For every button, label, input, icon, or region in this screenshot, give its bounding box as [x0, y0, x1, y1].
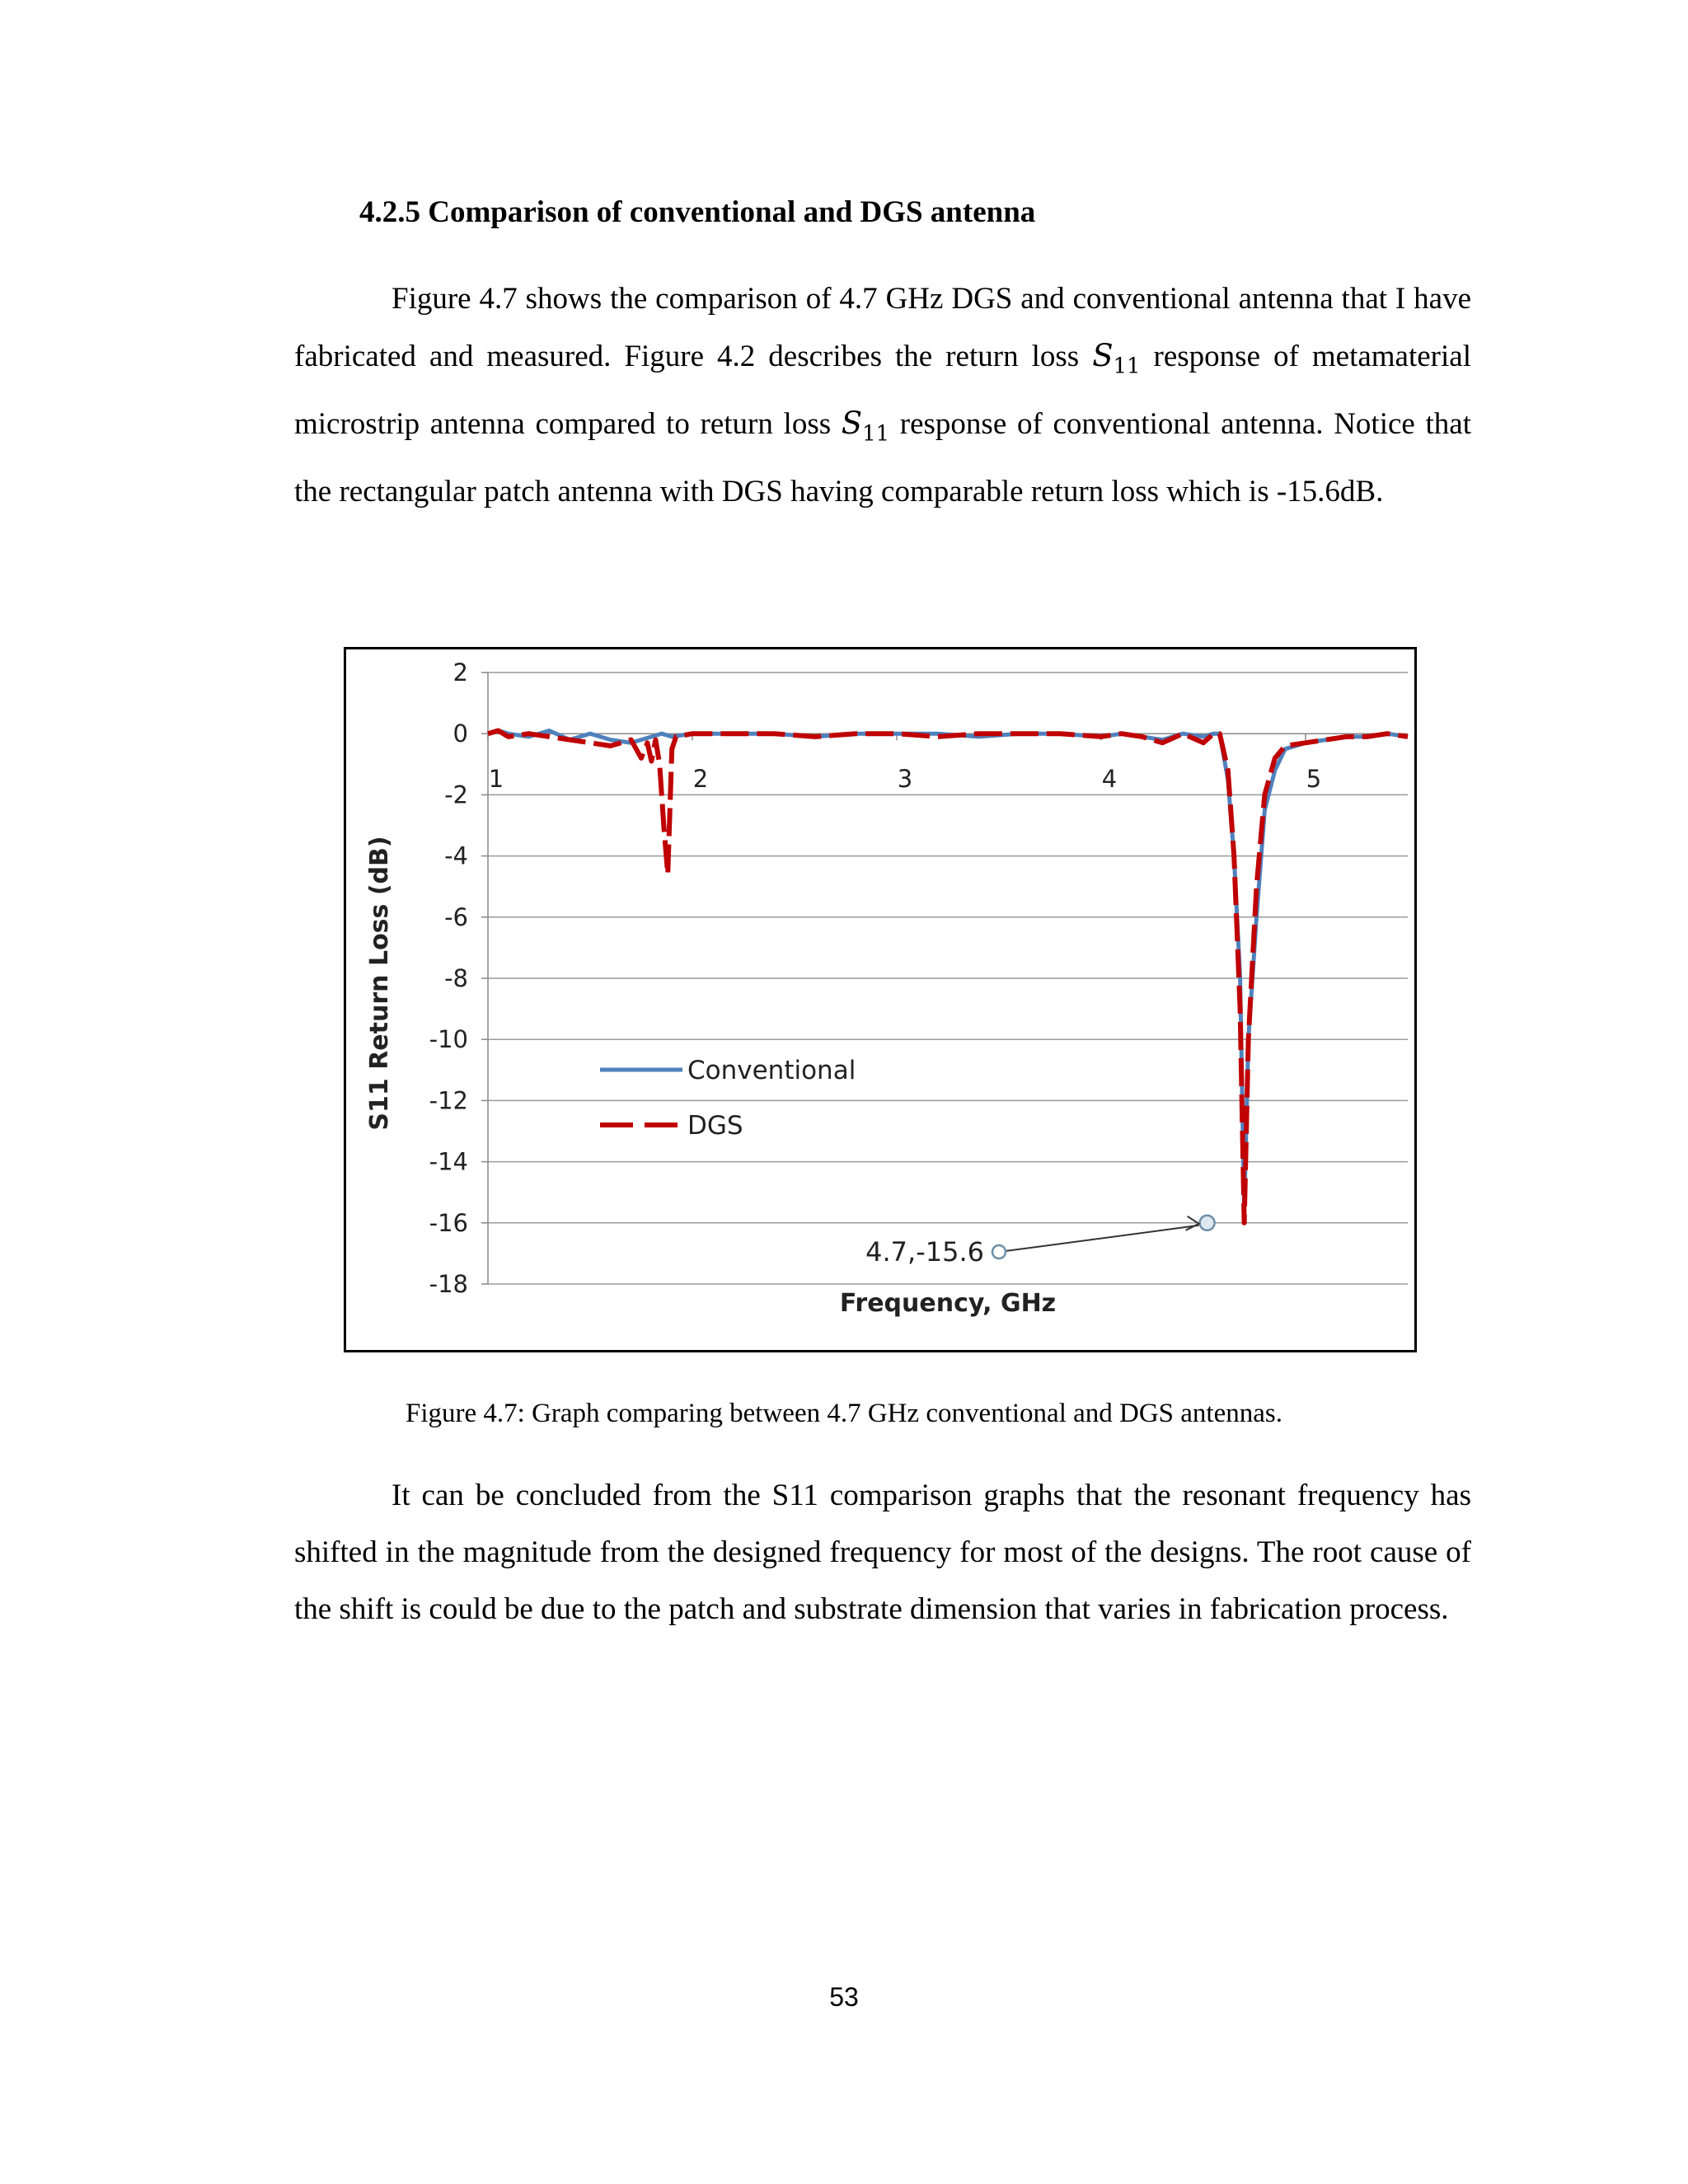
y-tick-label: -8 [444, 964, 468, 992]
y-tick-label: -18 [429, 1270, 468, 1298]
legend-label-dgs: DGS [687, 1111, 743, 1141]
y-tick-label: -4 [444, 841, 468, 870]
x-tick-label: 1 [488, 765, 504, 794]
y-tick-label: 2 [452, 658, 468, 687]
section-heading: 4.2.5 Comparison of conventional and DGS antenna [359, 195, 1036, 229]
x-tick-label: 3 [897, 765, 913, 794]
figure-caption: Figure 4.7: Graph comparing between 4.7 GHz conventional and DGS antennas. [406, 1399, 1282, 1428]
y-tick-label: -10 [429, 1025, 468, 1054]
paragraph-1-text-c: response of conventional antenna. Notice that the rectangular patch antenna with DGS having comparable return loss which is -15.6dB. [294, 407, 1471, 509]
paragraph-1 [294, 270, 1471, 520]
y-axis-label: S11 Return Loss (dB) [365, 836, 394, 1131]
legend [600, 1056, 856, 1141]
paragraph-1-text-b: response of metamaterial microstrip antenna compared to return loss [294, 340, 1471, 442]
page-number: 53 [829, 1982, 859, 2012]
x-axis-label: Frequency, GHz [839, 1289, 1057, 1318]
y-tick-label: -12 [429, 1086, 468, 1115]
s11-symbol: $S_{11}$ [841, 405, 890, 447]
annotation-point-marker [1200, 1216, 1215, 1230]
s11-symbol: $S_{11}$ [1092, 338, 1141, 379]
y-tick-label: 0 [452, 719, 468, 748]
legend-label-conventional: Conventional [687, 1056, 856, 1085]
annotation-start-circle [992, 1245, 1006, 1258]
paragraph-2-text: It can be concluded from the S11 comparison graphs that the resonant frequency has shifted in the magnitude from the designed frequency for most of the designs. The root cause of the shift is could be due to the patch and substrate dimension that varies in fabrication process. [294, 1479, 1471, 1626]
series-line-dgs [488, 731, 1408, 1223]
paragraph-2 [294, 1467, 1471, 1638]
annotation-label: 4.7,-15.6 [865, 1236, 984, 1268]
x-tick-label: 5 [1306, 765, 1322, 794]
paragraph-1-text-a: Figure 4.7 shows the comparison of 4.7 GHz DGS and conventional antenna that I have fabricated and measured. Figure 4.2 describes the return loss [294, 282, 1471, 373]
chart-frame [344, 647, 1417, 1352]
y-tick-label: -16 [429, 1208, 468, 1237]
y-tick-label: -6 [444, 902, 468, 931]
series-layer [488, 731, 1408, 1223]
y-tick-labels [429, 658, 468, 1298]
y-tick-label: -14 [429, 1147, 468, 1176]
series-line-conventional [488, 731, 1408, 1212]
x-tick-label: 4 [1101, 765, 1118, 794]
annotation-leader-line [999, 1226, 1199, 1252]
y-tick-label: -2 [444, 780, 468, 809]
s11-chart [346, 649, 1414, 1350]
x-tick-label: 2 [692, 765, 709, 794]
grid-layer [481, 673, 1408, 1284]
x-tick-labels [489, 765, 1321, 793]
